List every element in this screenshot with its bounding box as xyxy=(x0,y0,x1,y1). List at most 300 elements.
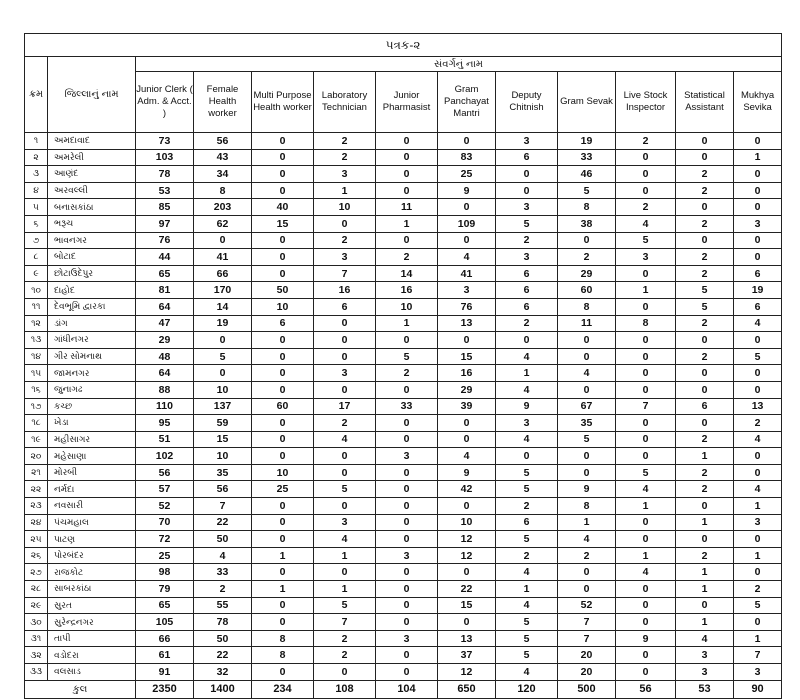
value-cell: 0 xyxy=(438,199,496,216)
value-cell: 98 xyxy=(136,564,194,581)
value-cell: 0 xyxy=(252,614,314,631)
table-row xyxy=(25,398,782,415)
column-header: Junior Clerk ( Adm. & Acct. ) xyxy=(136,72,194,133)
value-cell: 1 xyxy=(616,282,676,299)
value-cell: 5 xyxy=(194,348,252,365)
value-cell: 2 xyxy=(558,547,616,564)
value-cell: 0 xyxy=(676,597,734,614)
value-cell: 15 xyxy=(194,431,252,448)
value-cell: 0 xyxy=(252,249,314,266)
value-cell: 55 xyxy=(194,597,252,614)
value-cell: 0 xyxy=(558,348,616,365)
value-cell: 79 xyxy=(136,581,194,598)
value-cell: 0 xyxy=(616,365,676,382)
table-row xyxy=(25,464,782,481)
value-cell: 2 xyxy=(676,249,734,266)
district-name-cell: રાજકોટ xyxy=(48,564,136,581)
column-header: Mukhya Sevika xyxy=(734,72,782,133)
value-cell: 2 xyxy=(376,365,438,382)
value-cell: 16 xyxy=(314,282,376,299)
value-cell: 5 xyxy=(558,431,616,448)
value-cell: 2 xyxy=(496,547,558,564)
column-header: Deputy Chitnish xyxy=(496,72,558,133)
district-name-cell: તાપી xyxy=(48,630,136,647)
value-cell: 1 xyxy=(252,581,314,598)
value-cell: 0 xyxy=(252,365,314,382)
value-cell: 5 xyxy=(314,481,376,498)
value-cell: 3 xyxy=(438,282,496,299)
value-cell: 4 xyxy=(314,431,376,448)
value-cell: 43 xyxy=(194,149,252,166)
district-name-cell: અમરેલી xyxy=(48,149,136,166)
district-name-cell: અરવલ્લી xyxy=(48,182,136,199)
value-cell: 22 xyxy=(194,647,252,664)
total-value-cell: 234 xyxy=(252,680,314,698)
value-cell: 46 xyxy=(558,166,616,183)
value-cell: 5 xyxy=(734,597,782,614)
value-cell: 0 xyxy=(252,514,314,531)
value-cell: 0 xyxy=(376,415,438,432)
value-cell: 12 xyxy=(438,664,496,681)
value-cell: 0 xyxy=(252,498,314,515)
value-cell: 0 xyxy=(314,332,376,349)
value-cell: 29 xyxy=(438,381,496,398)
value-cell: 5 xyxy=(734,348,782,365)
value-cell: 2 xyxy=(616,133,676,150)
value-cell: 61 xyxy=(136,647,194,664)
district-name-cell: ડાંગ xyxy=(48,315,136,332)
district-name-cell: પાટણ xyxy=(48,531,136,548)
value-cell: 6 xyxy=(496,282,558,299)
serial-number-cell: ૯ xyxy=(25,265,48,282)
value-cell: 0 xyxy=(676,531,734,548)
total-value-cell: 120 xyxy=(496,680,558,698)
value-cell: 5 xyxy=(496,647,558,664)
column-header: Female Health worker xyxy=(194,72,252,133)
value-cell: 91 xyxy=(136,664,194,681)
value-cell: 2 xyxy=(676,481,734,498)
sr-header: ક્રમ xyxy=(25,57,48,133)
total-value-cell: 108 xyxy=(314,680,376,698)
value-cell: 1 xyxy=(734,547,782,564)
value-cell: 10 xyxy=(314,199,376,216)
value-cell: 0 xyxy=(314,464,376,481)
value-cell: 0 xyxy=(616,298,676,315)
value-cell: 0 xyxy=(376,381,438,398)
column-header: Laboratory Technician xyxy=(314,72,376,133)
district-name-cell: બોટાદ xyxy=(48,249,136,266)
serial-number-cell: ૨૯ xyxy=(25,597,48,614)
district-name-cell: મોરબી xyxy=(48,464,136,481)
value-cell: 2 xyxy=(734,581,782,598)
value-cell: 0 xyxy=(734,133,782,150)
total-value-cell: 56 xyxy=(616,680,676,698)
value-cell: 0 xyxy=(376,149,438,166)
value-cell: 5 xyxy=(676,298,734,315)
value-cell: 0 xyxy=(616,415,676,432)
value-cell: 0 xyxy=(252,265,314,282)
table-row xyxy=(25,481,782,498)
value-cell: 2 xyxy=(314,415,376,432)
value-cell: 3 xyxy=(376,448,438,465)
district-name-cell: દાહોદ xyxy=(48,282,136,299)
value-cell: 4 xyxy=(438,448,496,465)
table-row xyxy=(25,149,782,166)
district-name-cell: ગાંધીનગર xyxy=(48,332,136,349)
value-cell: 0 xyxy=(676,232,734,249)
value-cell: 1 xyxy=(314,581,376,598)
value-cell: 2 xyxy=(676,166,734,183)
value-cell: 38 xyxy=(558,215,616,232)
value-cell: 0 xyxy=(252,166,314,183)
value-cell: 76 xyxy=(438,298,496,315)
table-row xyxy=(25,448,782,465)
value-cell: 56 xyxy=(194,133,252,150)
value-cell: 22 xyxy=(438,581,496,598)
value-cell: 33 xyxy=(376,398,438,415)
serial-number-cell: ૫ xyxy=(25,199,48,216)
value-cell: 2 xyxy=(676,265,734,282)
district-name-cell: સુરત xyxy=(48,597,136,614)
table-row xyxy=(25,531,782,548)
table-row xyxy=(25,597,782,614)
value-cell: 0 xyxy=(252,182,314,199)
value-cell: 3 xyxy=(616,249,676,266)
value-cell: 0 xyxy=(376,431,438,448)
serial-number-cell: ૧૦ xyxy=(25,282,48,299)
value-cell: 67 xyxy=(558,398,616,415)
value-cell: 0 xyxy=(438,232,496,249)
value-cell: 0 xyxy=(616,182,676,199)
value-cell: 0 xyxy=(194,365,252,382)
district-name-cell: ભરૂચ xyxy=(48,215,136,232)
value-cell: 10 xyxy=(194,448,252,465)
value-cell: 88 xyxy=(136,381,194,398)
value-cell: 0 xyxy=(314,564,376,581)
value-cell: 3 xyxy=(314,365,376,382)
value-cell: 59 xyxy=(194,415,252,432)
value-cell: 83 xyxy=(438,149,496,166)
district-name-cell: કચ્છ xyxy=(48,398,136,415)
value-cell: 0 xyxy=(616,332,676,349)
value-cell: 0 xyxy=(252,415,314,432)
value-cell: 0 xyxy=(252,133,314,150)
value-cell: 6 xyxy=(496,298,558,315)
value-cell: 7 xyxy=(558,630,616,647)
serial-number-cell: ૨૨ xyxy=(25,481,48,498)
value-cell: 4 xyxy=(194,547,252,564)
value-cell: 7 xyxy=(314,614,376,631)
value-cell: 7 xyxy=(616,398,676,415)
value-cell: 105 xyxy=(136,614,194,631)
value-cell: 2 xyxy=(314,133,376,150)
district-name-cell: છોટાઉદેપુર xyxy=(48,265,136,282)
value-cell: 3 xyxy=(496,415,558,432)
value-cell: 8 xyxy=(194,182,252,199)
value-cell: 0 xyxy=(438,498,496,515)
value-cell: 50 xyxy=(252,282,314,299)
value-cell: 0 xyxy=(616,166,676,183)
value-cell: 0 xyxy=(376,664,438,681)
value-cell: 76 xyxy=(136,232,194,249)
value-cell: 66 xyxy=(194,265,252,282)
value-cell: 4 xyxy=(558,365,616,382)
value-cell: 5 xyxy=(616,464,676,481)
total-value-cell: 500 xyxy=(558,680,616,698)
table-row xyxy=(25,315,782,332)
value-cell: 22 xyxy=(194,514,252,531)
value-cell: 0 xyxy=(314,215,376,232)
serial-number-cell: ૧૭ xyxy=(25,398,48,415)
value-cell: 1 xyxy=(676,581,734,598)
value-cell: 0 xyxy=(558,448,616,465)
value-cell: 8 xyxy=(252,647,314,664)
value-cell: 85 xyxy=(136,199,194,216)
value-cell: 60 xyxy=(558,282,616,299)
value-cell: 7 xyxy=(734,647,782,664)
value-cell: 0 xyxy=(676,381,734,398)
serial-number-cell: ૨૬ xyxy=(25,547,48,564)
value-cell: 7 xyxy=(558,614,616,631)
value-cell: 0 xyxy=(252,564,314,581)
value-cell: 0 xyxy=(496,332,558,349)
value-cell: 8 xyxy=(558,199,616,216)
value-cell: 14 xyxy=(376,265,438,282)
value-cell: 0 xyxy=(438,614,496,631)
value-cell: 0 xyxy=(376,332,438,349)
value-cell: 19 xyxy=(734,282,782,299)
value-cell: 0 xyxy=(676,133,734,150)
value-cell: 53 xyxy=(136,182,194,199)
value-cell: 47 xyxy=(136,315,194,332)
value-cell: 13 xyxy=(438,315,496,332)
value-cell: 37 xyxy=(438,647,496,664)
value-cell: 5 xyxy=(496,215,558,232)
total-value-cell: 90 xyxy=(734,680,782,698)
value-cell: 0 xyxy=(734,365,782,382)
value-cell: 0 xyxy=(734,166,782,183)
value-cell: 0 xyxy=(616,647,676,664)
value-cell: 2 xyxy=(314,647,376,664)
value-cell: 0 xyxy=(376,564,438,581)
value-cell: 0 xyxy=(676,415,734,432)
value-cell: 73 xyxy=(136,133,194,150)
serial-number-cell: ૨ xyxy=(25,149,48,166)
total-value-cell: 53 xyxy=(676,680,734,698)
value-cell: 0 xyxy=(314,448,376,465)
value-cell: 6 xyxy=(676,398,734,415)
value-cell: 3 xyxy=(496,133,558,150)
value-cell: 0 xyxy=(376,182,438,199)
value-cell: 60 xyxy=(252,398,314,415)
value-cell: 0 xyxy=(314,664,376,681)
value-cell: 5 xyxy=(314,597,376,614)
value-cell: 70 xyxy=(136,514,194,531)
value-cell: 0 xyxy=(376,232,438,249)
value-cell: 72 xyxy=(136,531,194,548)
serial-number-cell: ૨૭ xyxy=(25,564,48,581)
value-cell: 1 xyxy=(616,498,676,515)
value-cell: 3 xyxy=(314,249,376,266)
value-cell: 32 xyxy=(194,664,252,681)
value-cell: 0 xyxy=(558,381,616,398)
value-cell: 1 xyxy=(734,498,782,515)
district-name-cell: જુનાગઢ xyxy=(48,381,136,398)
value-cell: 170 xyxy=(194,282,252,299)
value-cell: 2 xyxy=(676,215,734,232)
value-cell: 0 xyxy=(438,332,496,349)
allocation-table-sheet xyxy=(24,33,781,699)
value-cell: 3 xyxy=(496,199,558,216)
district-name-cell: પંચમહાલ xyxy=(48,514,136,531)
value-cell: 0 xyxy=(252,431,314,448)
table-row xyxy=(25,381,782,398)
value-cell: 9 xyxy=(616,630,676,647)
value-cell: 48 xyxy=(136,348,194,365)
column-header: Live Stock Inspector xyxy=(616,72,676,133)
value-cell: 4 xyxy=(676,630,734,647)
value-cell: 2 xyxy=(314,149,376,166)
district-name-cell: વલસાડ xyxy=(48,664,136,681)
serial-number-cell: ૬ xyxy=(25,215,48,232)
serial-number-cell: ૨૫ xyxy=(25,531,48,548)
serial-number-cell: ૨૩ xyxy=(25,498,48,515)
value-cell: 0 xyxy=(252,232,314,249)
table-row xyxy=(25,298,782,315)
value-cell: 0 xyxy=(376,597,438,614)
total-value-cell: 2350 xyxy=(136,680,194,698)
value-cell: 2 xyxy=(194,581,252,598)
value-cell: 0 xyxy=(616,448,676,465)
table-title: પત્રક-૨ xyxy=(25,34,782,57)
value-cell: 20 xyxy=(558,664,616,681)
serial-number-cell: ૨૮ xyxy=(25,581,48,598)
value-cell: 6 xyxy=(496,149,558,166)
value-cell: 39 xyxy=(438,398,496,415)
value-cell: 0 xyxy=(558,332,616,349)
value-cell: 4 xyxy=(558,531,616,548)
value-cell: 3 xyxy=(676,664,734,681)
serial-number-cell: ૧૯ xyxy=(25,431,48,448)
value-cell: 3 xyxy=(734,664,782,681)
value-cell: 0 xyxy=(252,332,314,349)
value-cell: 2 xyxy=(314,630,376,647)
serial-number-cell: ૪ xyxy=(25,182,48,199)
value-cell: 19 xyxy=(558,133,616,150)
value-cell: 4 xyxy=(734,315,782,332)
value-cell: 20 xyxy=(558,647,616,664)
value-cell: 0 xyxy=(438,415,496,432)
value-cell: 0 xyxy=(734,448,782,465)
value-cell: 0 xyxy=(314,381,376,398)
value-cell: 0 xyxy=(252,149,314,166)
serial-number-cell: ૧૮ xyxy=(25,415,48,432)
value-cell: 6 xyxy=(314,298,376,315)
serial-number-cell: ૧ xyxy=(25,133,48,150)
value-cell: 1 xyxy=(676,448,734,465)
value-cell: 2 xyxy=(676,431,734,448)
district-name-cell: ખેડા xyxy=(48,415,136,432)
value-cell: 0 xyxy=(558,232,616,249)
table-row xyxy=(25,664,782,681)
value-cell: 3 xyxy=(734,514,782,531)
table-row xyxy=(25,630,782,647)
value-cell: 8 xyxy=(616,315,676,332)
value-cell: 14 xyxy=(194,298,252,315)
value-cell: 4 xyxy=(496,348,558,365)
value-cell: 52 xyxy=(136,498,194,515)
value-cell: 1 xyxy=(496,581,558,598)
value-cell: 3 xyxy=(376,547,438,564)
value-cell: 0 xyxy=(734,464,782,481)
value-cell: 0 xyxy=(252,448,314,465)
table-row xyxy=(25,133,782,150)
value-cell: 1 xyxy=(496,365,558,382)
value-cell: 12 xyxy=(438,531,496,548)
value-cell: 66 xyxy=(136,630,194,647)
value-cell: 0 xyxy=(194,332,252,349)
value-cell: 109 xyxy=(438,215,496,232)
value-cell: 0 xyxy=(252,664,314,681)
value-cell: 1 xyxy=(376,215,438,232)
value-cell: 4 xyxy=(496,564,558,581)
table-row xyxy=(25,514,782,531)
value-cell: 35 xyxy=(558,415,616,432)
value-cell: 35 xyxy=(194,464,252,481)
value-cell: 4 xyxy=(496,597,558,614)
serial-number-cell: ૨૦ xyxy=(25,448,48,465)
value-cell: 2 xyxy=(676,182,734,199)
value-cell: 0 xyxy=(734,531,782,548)
value-cell: 2 xyxy=(496,232,558,249)
value-cell: 5 xyxy=(496,630,558,647)
serial-number-cell: ૧૬ xyxy=(25,381,48,398)
value-cell: 1 xyxy=(734,149,782,166)
table-row xyxy=(25,431,782,448)
table-row xyxy=(25,199,782,216)
value-cell: 15 xyxy=(252,215,314,232)
value-cell: 16 xyxy=(438,365,496,382)
value-cell: 65 xyxy=(136,597,194,614)
value-cell: 51 xyxy=(136,431,194,448)
value-cell: 2 xyxy=(376,249,438,266)
value-cell: 0 xyxy=(616,614,676,631)
value-cell: 62 xyxy=(194,215,252,232)
allocation-table xyxy=(24,33,782,699)
table-row xyxy=(25,332,782,349)
value-cell: 0 xyxy=(252,348,314,365)
value-cell: 5 xyxy=(496,464,558,481)
district-name-cell: અમદાવાદ xyxy=(48,133,136,150)
value-cell: 9 xyxy=(496,398,558,415)
value-cell: 0 xyxy=(376,498,438,515)
value-cell: 2 xyxy=(676,464,734,481)
value-cell: 17 xyxy=(314,398,376,415)
column-header-row xyxy=(25,72,782,133)
value-cell: 0 xyxy=(616,664,676,681)
value-cell: 4 xyxy=(734,431,782,448)
value-cell: 5 xyxy=(676,282,734,299)
value-cell: 95 xyxy=(136,415,194,432)
value-cell: 4 xyxy=(616,564,676,581)
value-cell: 0 xyxy=(616,581,676,598)
table-row xyxy=(25,564,782,581)
value-cell: 40 xyxy=(252,199,314,216)
value-cell: 29 xyxy=(558,265,616,282)
value-cell: 15 xyxy=(438,348,496,365)
district-name-cell: વડોદરા xyxy=(48,647,136,664)
serial-number-cell: ૨૪ xyxy=(25,514,48,531)
